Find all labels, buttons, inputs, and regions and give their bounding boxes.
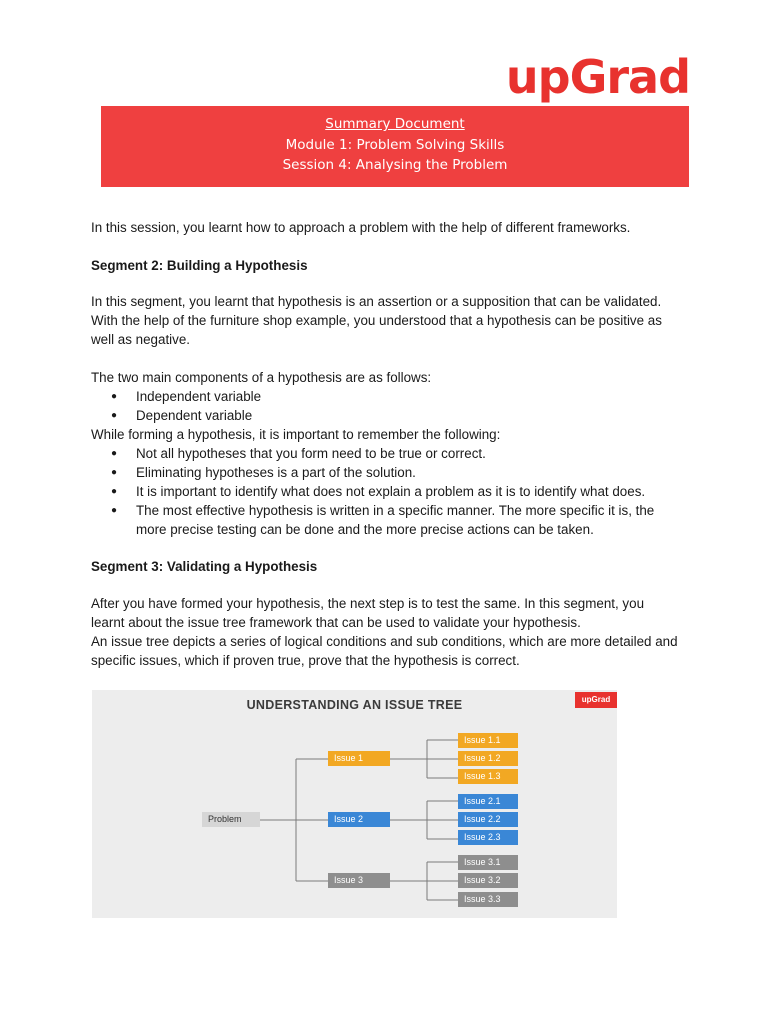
segment-2 [91, 256, 681, 275]
remember-intro: While forming a hypothesis, it is important to remember the following: [91, 427, 501, 442]
segment-3-paragraph-2: An issue tree depicts a series of logical conditions and sub conditions, which are more detailed and specific issues, which if proven true, prove that the hypothesis is correct. [91, 634, 678, 668]
list-item: ● Independent variable [91, 387, 681, 406]
segment-3-body [91, 594, 681, 670]
upgrad-logo: upGrad [505, 50, 690, 104]
banner-session: Session 4: Analysing the Problem [282, 157, 508, 173]
intro-paragraph [91, 218, 681, 237]
issue-2-2-node: Issue 2.2 [458, 812, 518, 827]
figure-title: UNDERSTANDING AN ISSUE TREE [246, 698, 463, 712]
segment-2-heading: Segment 2: Building a Hypothesis [91, 258, 308, 273]
issue-3-3-node: Issue 3.3 [458, 892, 518, 907]
intro-text: In this session, you learnt how to approach a problem with the help of different frameworks. [91, 220, 631, 235]
issue-2-1-node: Issue 2.1 [458, 794, 518, 809]
components-intro: The two main components of a hypothesis are as follows: [91, 370, 432, 385]
segment-2-paragraph: In this segment, you learnt that hypothesis is an assertion or a supposition that can be validated. With the help of the furniture shop example, you understood that a hypothesis can be positive as well as negative. [91, 294, 662, 347]
issue-1-1-node: Issue 1.1 [458, 733, 518, 748]
issue-2-node: Issue 2 [328, 812, 390, 827]
issue-1-3-node: Issue 1.3 [458, 769, 518, 784]
segment-2-body [91, 292, 681, 349]
list-item: ● Eliminating hypotheses is a part of the solution. [91, 463, 681, 482]
list-item: ● It is important to identify what does not explain a problem as it is to identify what does. [91, 482, 681, 501]
issue-tree-figure [92, 690, 617, 918]
problem-node: Problem [202, 812, 260, 827]
segment-3-heading: Segment 3: Validating a Hypothesis [91, 559, 318, 574]
list-item: ● The most effective hypothesis is written in a specific manner. The more specific it is, the more precise testing can be done and the more precise actions can be taken. [91, 501, 681, 539]
title-banner [101, 106, 689, 187]
figure-logo: upGrad [575, 692, 617, 708]
issue-1-2-node: Issue 1.2 [458, 751, 518, 766]
banner-title: Summary Document [325, 116, 465, 132]
issue-2-3-node: Issue 2.3 [458, 830, 518, 845]
issue-3-1-node: Issue 3.1 [458, 855, 518, 870]
list-item: ● Dependent variable [91, 406, 681, 425]
segment-3-paragraph-1: After you have formed your hypothesis, the next step is to test the same. In this segment, you learnt about the issue tree framework that can be used to validate your hypothesis. [91, 596, 645, 630]
remember-list [91, 444, 681, 539]
issue-1-node: Issue 1 [328, 751, 390, 766]
issue-3-2-node: Issue 3.2 [458, 873, 518, 888]
segment-3 [91, 557, 681, 576]
segment-2-lists [91, 368, 681, 539]
banner-module: Module 1: Problem Solving Skills [285, 137, 505, 153]
list-item: ● Not all hypotheses that you form need to be true or correct. [91, 444, 681, 463]
issue-3-node: Issue 3 [328, 873, 390, 888]
components-list [91, 387, 681, 425]
